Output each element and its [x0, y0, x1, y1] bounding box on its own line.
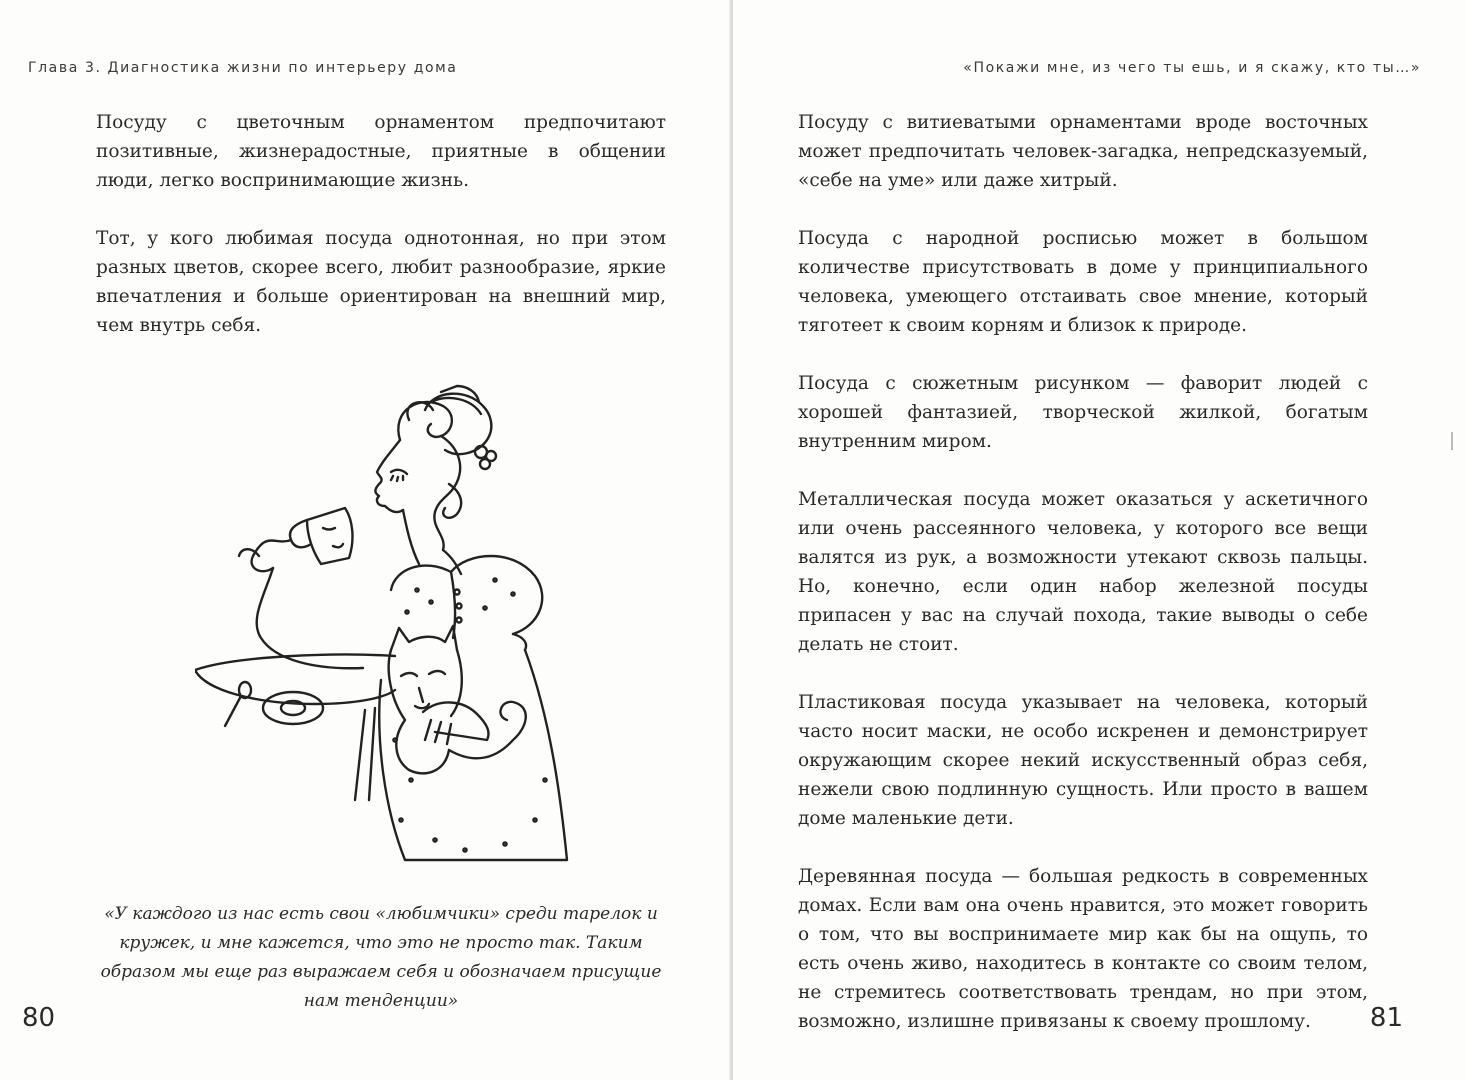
- page-number-left: 80: [22, 1003, 56, 1033]
- running-head-right: «Покажи мне, из чего ты ешь, и я скажу, кто ты…»: [963, 60, 1421, 76]
- paragraph: Деревянная посуда — большая редкость в современных домах. Если вам она очень нравится, это может говорить о том, что вы воспринимаете мир как бы на ощупь, то есть очень живо, находитесь в контакте со своим телом, не стремитесь соответствовать трендам, но при этом, возможно, излишне привязаны к своему прошлому.: [798, 866, 1368, 1032]
- paragraph: Тот, у кого любимая посуда однотонная, но при этом разных цветов, скорее всего, любит разнообразие, яркие впечатления и больше ориентирован на внешний мир, чем внутрь себя.: [96, 228, 666, 336]
- right-page: [733, 0, 1465, 1080]
- paragraph: Посуду с витиеватыми орнаментами вроде восточных может предпочитать человек-загадка, непредсказуемый, «себе на уме» или даже хитрый.: [798, 112, 1368, 191]
- lady-with-teacup-and-cat-illustration: [195, 380, 575, 870]
- paragraph: Посуда с народной росписью может в большом количестве присутствовать в доме у принципиального человека, умеющего отстаивать свое мнение, который тяготеет к своим корням и близок к природе.: [798, 228, 1368, 336]
- paragraph: Посуда с сюжетным рисунком — фаворит людей с хорошей фантазией, творческой жилкой, богатым внутренним миром.: [798, 373, 1368, 452]
- left-body-text: [96, 108, 666, 369]
- paragraph: Пластиковая посуда указывает на человека, который часто носит маски, не особо искренен и демонстрирует окружающим скорее некий искусственный образ себя, нежели свою подлинную сущность. Или просто в вашем доме маленькие дети.: [798, 692, 1368, 829]
- illustration-caption: «У каждого из нас есть свои «любимчики» среди тарелок и кружек, и мне кажется, что это не просто так. Таким образом мы еще раз выражаем себя и обозначаем присущие нам тенденции»: [100, 904, 662, 1011]
- running-head-left: Глава 3. Диагностика жизни по интерьеру дома: [28, 60, 458, 76]
- left-page: [0, 0, 731, 1080]
- page-edge-mark: [1451, 432, 1453, 450]
- paragraph: Металлическая посуда может оказаться у аскетичного или очень рассеянного человека, у которого все вещи валятся из рук, а возможности утекают сквозь пальцы. Но, конечно, если один набор железной посуды припасен у вас на случай похода, такие выводы о себе делать не стоит.: [798, 489, 1368, 655]
- paragraph: Посуду с цветочным орнаментом предпочитают позитивные, жизнерадостные, приятные в общении люди, легко воспринимающие жизнь.: [96, 112, 666, 191]
- right-body-text: [798, 108, 1368, 1065]
- page-number-right: 81: [1369, 1003, 1403, 1033]
